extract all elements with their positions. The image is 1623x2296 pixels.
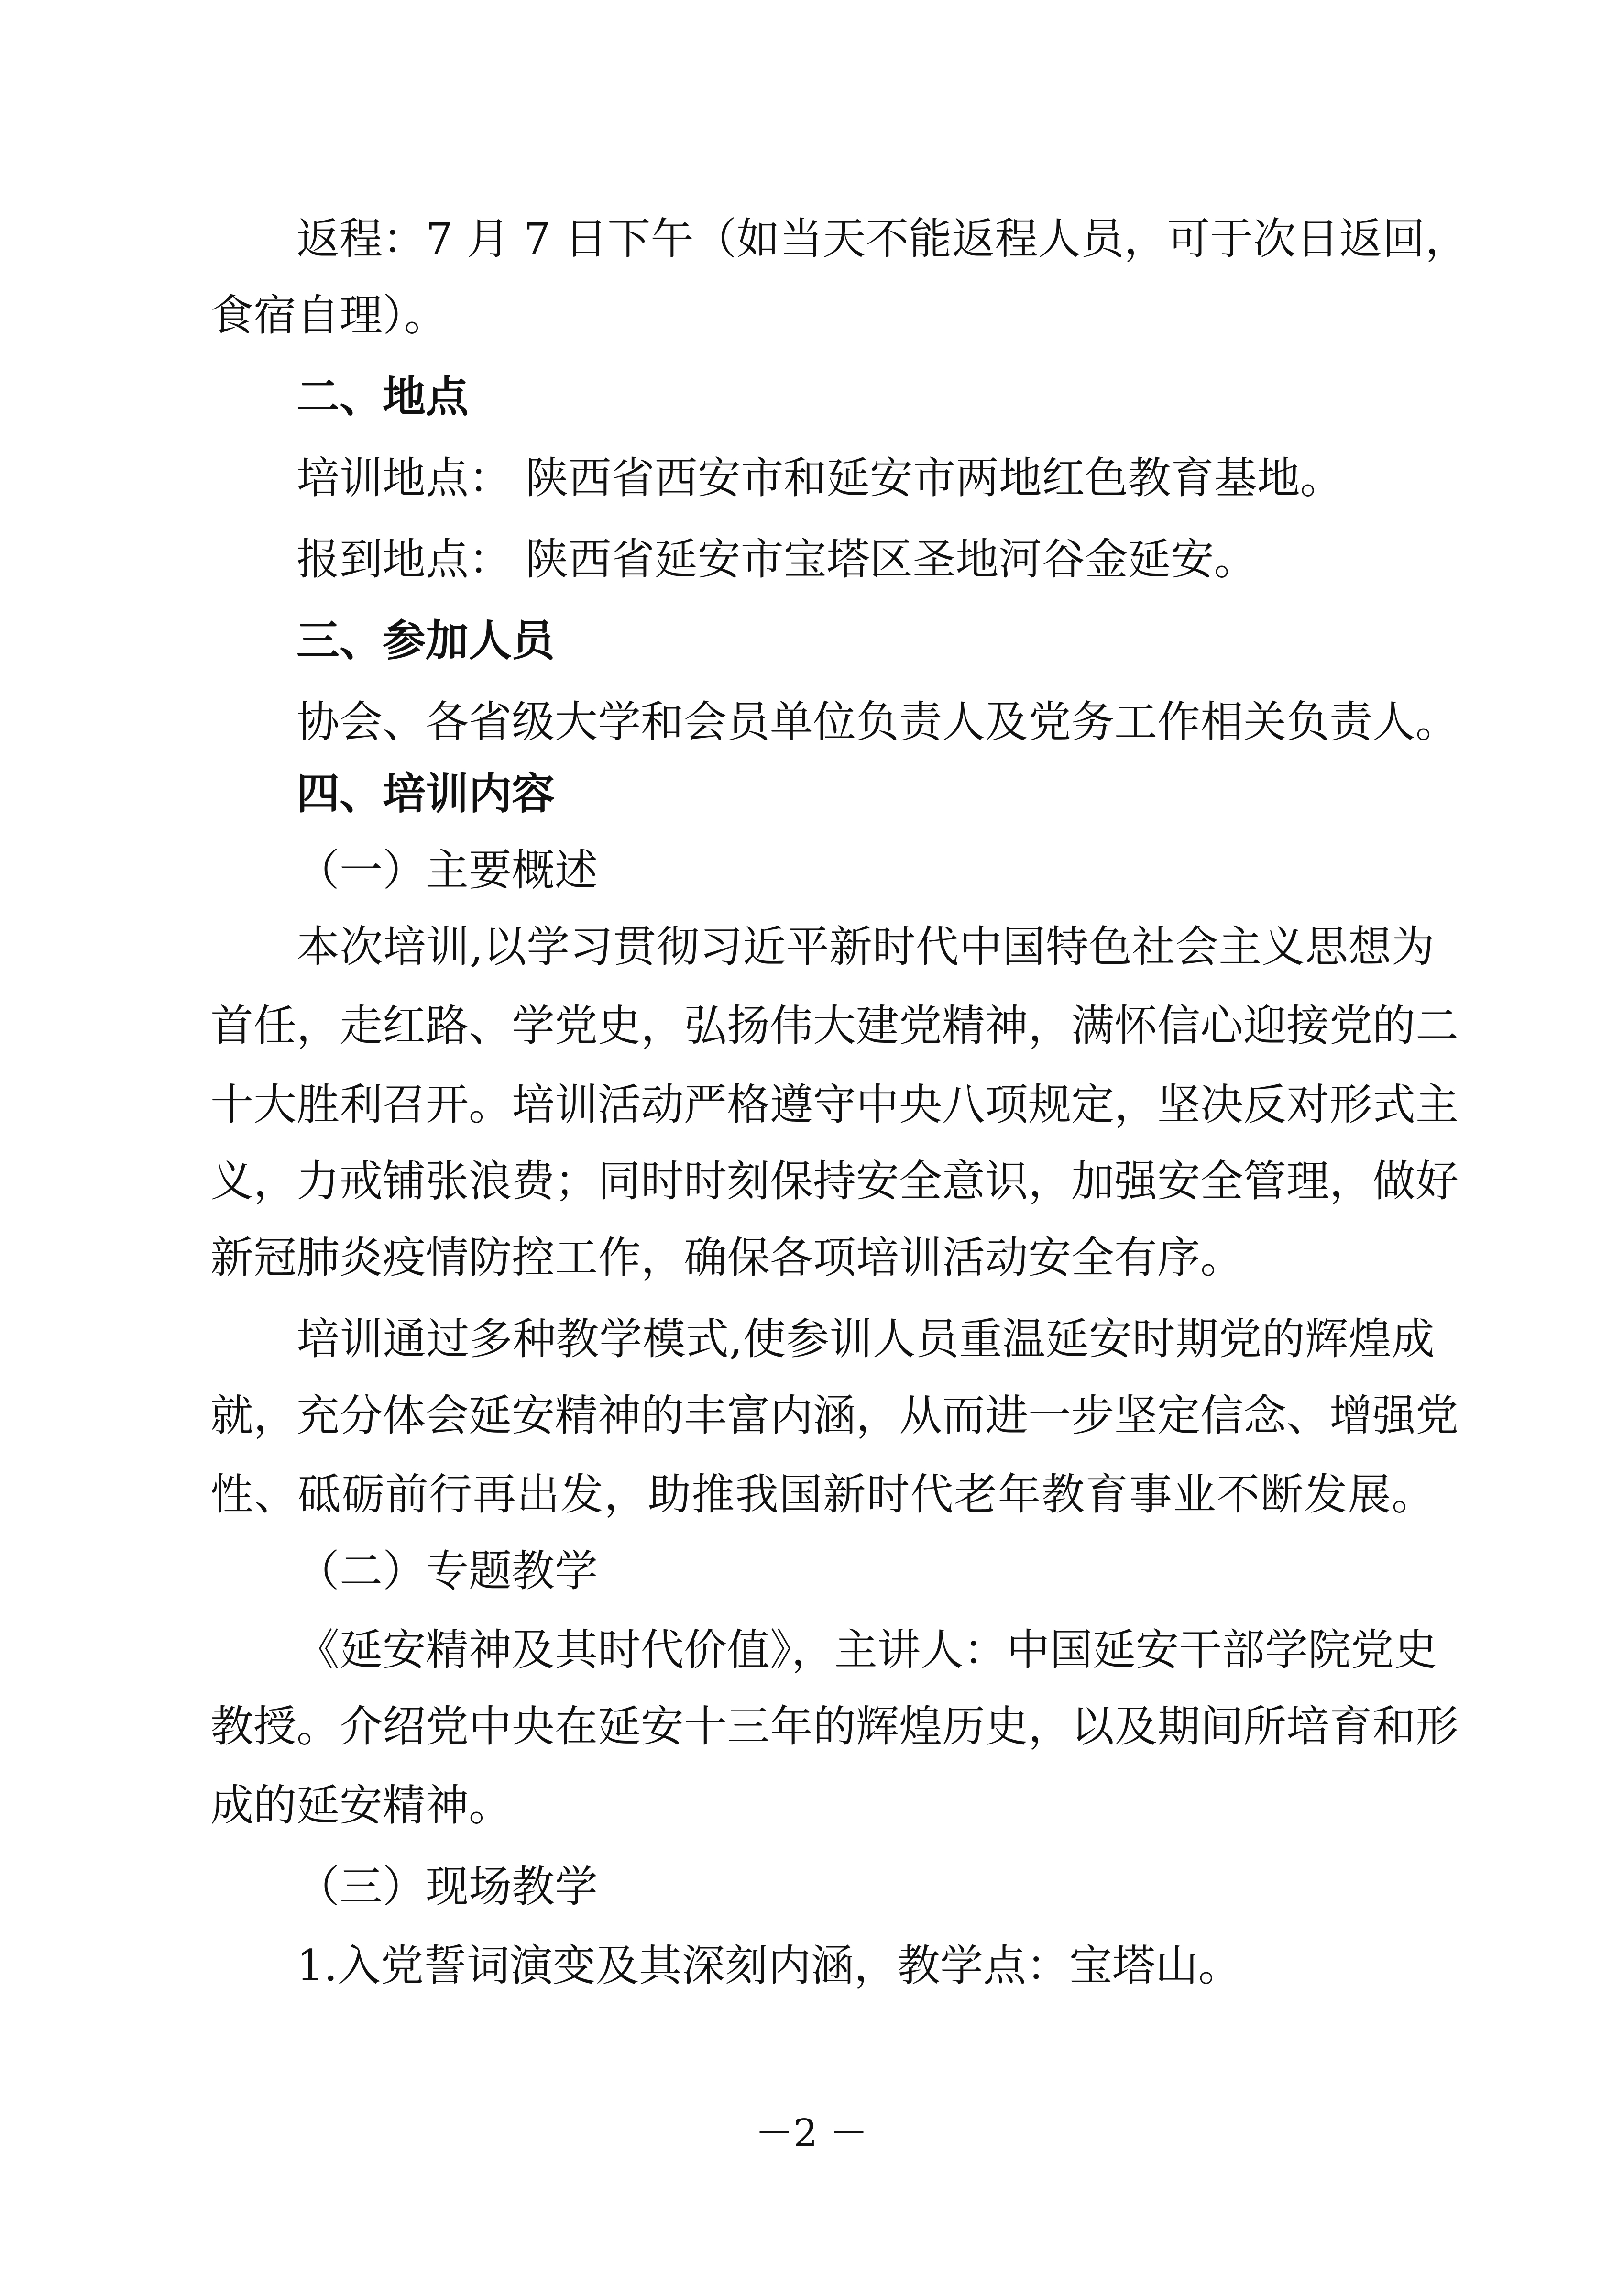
section-heading-content: 四、培训内容: [296, 769, 555, 819]
methods-line-1: 培训通过多种教学模式,使参训人员重温延安时期党的辉煌成: [296, 1314, 1435, 1364]
return-line-2: 食宿自理）。: [210, 290, 447, 341]
section-heading-location: 二、地点: [296, 372, 469, 422]
thematic-line-1: 《延安精神及其时代价值》，主讲人：中国延安干部学院党史: [296, 1625, 1437, 1675]
overview-line-1: 本次培训,以学习贯彻习近平新时代中国特色社会主义思想为: [296, 922, 1435, 972]
overview-line-3: 十大胜利召开。培训活动严格遵守中央八项规定，坚决反对形式主: [210, 1080, 1459, 1130]
overview-line-4: 义，力戒铺张浪费；同时时刻保持安全意识，加强安全管理，做好: [210, 1156, 1459, 1206]
thematic-line-2: 教授。介绍党中央在延安十三年的辉煌历史，以及期间所培育和形: [210, 1701, 1459, 1752]
thematic-line-3: 成的延安精神。: [210, 1780, 512, 1831]
onsite-item-1: 1.入党誓词演变及其深刻内涵，教学点：宝塔山。: [296, 1941, 1241, 1991]
training-location: 培训地点： 陕西省西安市和延安市两地红色教育基地。: [296, 453, 1343, 503]
methods-line-2: 就，充分体会延安精神的丰富内涵，从而进一步坚定信念、增强党: [210, 1391, 1459, 1441]
return-line-1: 返程：7 月 7 日下午（如当天不能返程人员，可于次日返回，: [296, 214, 1469, 264]
methods-line-3: 性、砥砺前行再出发，助推我国新时代老年教育事业不断发展。: [210, 1469, 1435, 1520]
subheading-onsite: （三）现场教学: [296, 1862, 598, 1912]
overview-line-2: 首任，走红路、学党史，弘扬伟大建党精神，满怀信心迎接党的二: [210, 1001, 1459, 1051]
overview-line-5: 新冠肺炎疫情防控工作，确保各项培训活动安全有序。: [210, 1233, 1243, 1283]
subheading-thematic: （二）专题教学: [296, 1546, 598, 1596]
section-heading-participants: 三、参加人员: [296, 616, 555, 666]
registration-location: 报到地点： 陕西省延安市宝塔区圣地河谷金延安。: [296, 534, 1257, 585]
participants-text: 协会、各省级大学和会员单位负责人及党务工作相关负责人。: [296, 697, 1459, 747]
subheading-overview: （一）主要概述: [296, 845, 598, 895]
page-number: －2 －: [755, 2111, 868, 2155]
